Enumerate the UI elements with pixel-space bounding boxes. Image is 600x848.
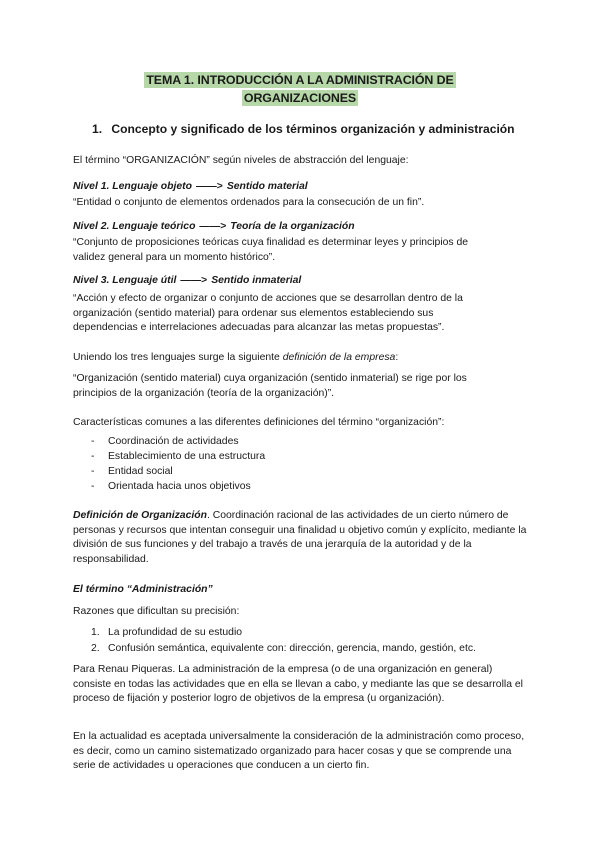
actualidad-paragraph: En la actualidad es aceptada universalmente la consideración de la administración como proceso, es decir, como un camino sistematizado organizado para hacer cosas y que se comprende una serie de actividades u operaciones que conducen a un cierto fin. xyxy=(73,731,525,771)
list-item-text: Establecimiento de una estructura xyxy=(108,451,266,462)
organization-definition xyxy=(73,509,528,567)
admin-reasons-list xyxy=(73,626,533,657)
list-item-text: Confusión semántica, equivalente con: dirección, gerencia, mando, gestión, etc. xyxy=(108,642,476,654)
definition-label: Definición de Organización xyxy=(73,510,207,521)
level-1-definition: “Entidad o conjunto de elementos ordenados para la consecución de un fin”. xyxy=(73,197,425,208)
level-1-name: Nivel 1. Lenguaje objeto xyxy=(73,181,192,192)
list-marker: 1. xyxy=(91,627,100,638)
intro-paragraph: El término “ORGANIZACIÓN” según niveles de abstracción del lenguaje: xyxy=(73,155,409,166)
union-definition: “Organización (sentido material) cuya organización (sentido inmaterial) se rige por los principios de la organización (teoría de la organización)”. xyxy=(73,373,467,399)
list-item xyxy=(73,465,533,480)
title-line-2: ORGANIZACIONES xyxy=(243,91,357,105)
list-item xyxy=(73,435,533,450)
level-2-heading xyxy=(73,220,533,235)
section-heading-text: Concepto y significado de los términos organización y administración xyxy=(111,122,515,136)
union-emphasis: definición de la empresa xyxy=(282,352,396,363)
list-marker: - xyxy=(91,481,95,492)
section-heading xyxy=(92,121,562,137)
admin-reasons-wrap xyxy=(73,626,533,657)
arrow-icon: ——> xyxy=(195,181,223,192)
title-line-1: TEMA 1. INTRODUCCIÓN A LA ADMINISTRACIÓN DE xyxy=(146,73,454,87)
list-item-text: Coordinación de actividades xyxy=(108,436,239,447)
list-item-text: La profundidad de su estudio xyxy=(108,627,243,638)
list-item-text: Entidad social xyxy=(108,466,173,477)
arrow-icon: ——> xyxy=(180,275,208,286)
list-marker: - xyxy=(91,466,95,477)
list-item xyxy=(73,626,533,642)
list-item-text: Orientada hacia unos objetivos xyxy=(108,481,251,492)
list-item xyxy=(73,450,533,465)
level-2-name: Nivel 2. Lenguaje teórico xyxy=(73,221,196,232)
list-marker: - xyxy=(91,436,95,447)
definition-text: . Coordinación racional de las actividades de un cierto número de personas y recursos que intentan conseguir una finalidad u objetivo común y explícito, mediante la división de sus funciones y del trabajo a través de una jerarquía de la autoridad y de la responsabilidad. xyxy=(73,510,527,565)
section-number: 1. xyxy=(92,122,103,136)
arrow-icon: ——> xyxy=(199,221,227,232)
level-2-meaning: Teoría de la organización xyxy=(230,221,355,232)
characteristics-intro: Características comunes a las diferentes definiciones del término “organización”: xyxy=(73,417,445,428)
union-text: Uniendo los tres lenguajes surge la siguiente xyxy=(73,352,283,363)
level-2-definition: “Conjunto de proposiciones teóricas cuya finalidad es determinar leyes y principios de validez general para un momento histórico”. xyxy=(73,237,469,263)
level-3-heading xyxy=(73,274,533,289)
level-1-meaning: Sentido material xyxy=(226,181,308,192)
list-marker: 2. xyxy=(91,642,100,654)
list-item xyxy=(73,642,533,658)
union-paragraph xyxy=(73,351,533,366)
document-title xyxy=(0,71,600,107)
level-3-definition: “Acción y efecto de organizar o conjunto de acciones que se desarrollan dentro de la organización (sentido material) para ordenar sus elementos estableciendo sus dependencias e interrelaciones adecuadas para alcanzar las metas propuestas”. xyxy=(73,293,463,333)
characteristics-list xyxy=(73,435,533,495)
renau-paragraph: Para Renau Piqueras. La administración de la empresa (o de una organización en general) consiste en todas las actividades que en ella se llevan a cabo, y mediante las que se desarrolla el proceso de fijación y posterior logro de objetivos de la empresa (u organización). xyxy=(73,664,523,704)
list-marker: - xyxy=(91,451,95,462)
level-3-name: Nivel 3. Lenguaje útil xyxy=(73,275,177,286)
level-1-heading xyxy=(73,180,533,195)
union-end: : xyxy=(395,352,399,363)
admin-heading: El término “Administración” xyxy=(73,584,213,595)
list-item xyxy=(73,480,533,495)
level-3-meaning: Sentido inmaterial xyxy=(211,275,302,286)
admin-reasons-intro: Razones que dificultan su precisión: xyxy=(73,606,240,617)
characteristics-list-wrap xyxy=(73,435,533,495)
